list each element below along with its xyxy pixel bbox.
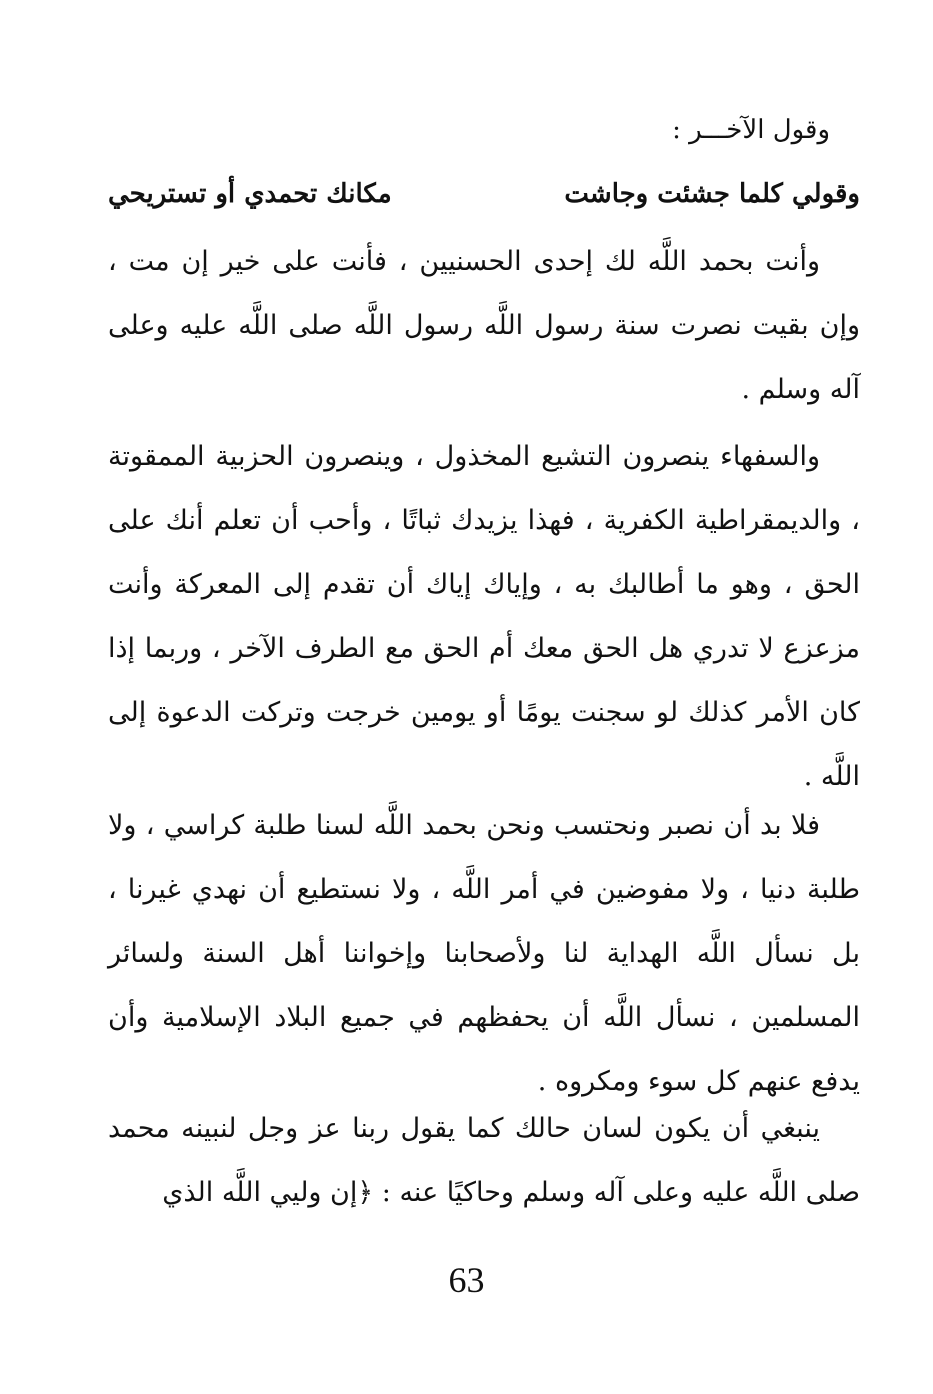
paragraph-2: والسفهاء ينصرون التشيع المخذول ، وينصرون الحزبية الممقوتة ، والديمقراطية الكفرية ، فهذا يزيدك ثباتًا ، وأحب أن تعلم أنك على الحق ، وهو ما أطالبك به ، وإياك إياك أن تقدم إلى المعركة وأنت مزعزع لا تدري هل الحق معك أم الحق مع الطرف الآخر ، وربما إذا كان الأمر كذلك لو سجنت يومًا أو يومين خرجت وتركت الدعوة إلى اللَّه .	[108, 441, 860, 792]
verse-left-hemistich: مكانك تحمدي أو تستريحي	[108, 179, 392, 209]
poem-verse	[108, 162, 860, 226]
paragraph-3: فلا بد أن نصبر ونحتسب ونحن بحمد اللَّه لسنا طلبة كراسي ، ولا طلبة دنيا ، ولا مفوضين في أمر اللَّه ، ولا نستطيع أن نهدي غيرنا ، بل نسأل اللَّه الهداية لنا ولأصحابنا وإخواننا أهل السنة ولسائر المسلمين ، نسأل اللَّه أن يحفظهم في جميع البلاد الإسلامية وأن يدفع عنهم كل سوء ومكروه .	[108, 810, 860, 1097]
page-number: 63	[448, 1260, 485, 1300]
paragraph-4: ينبغي أن يكون لسان حالك كما يقول ربنا عز وجل لنبينه محمد صلى اللَّه عليه وعلى آله وسلم وحاكيًا عنه : ﴿إن وليي اللَّه الذي	[108, 1113, 860, 1208]
paragraph-1: وأنت بحمد اللَّه لك إحدى الحسنيين ، فأنت على خير إن مت ، وإن بقيت نصرت سنة رسول اللَّه رسول اللَّه صلى اللَّه عليه وعلى آله وسلم .	[108, 246, 860, 405]
poem-intro-heading: وقول الآخـــر :	[672, 115, 830, 145]
verse-right-hemistich: وقولي كلما جشئت وجاشت	[564, 179, 860, 209]
